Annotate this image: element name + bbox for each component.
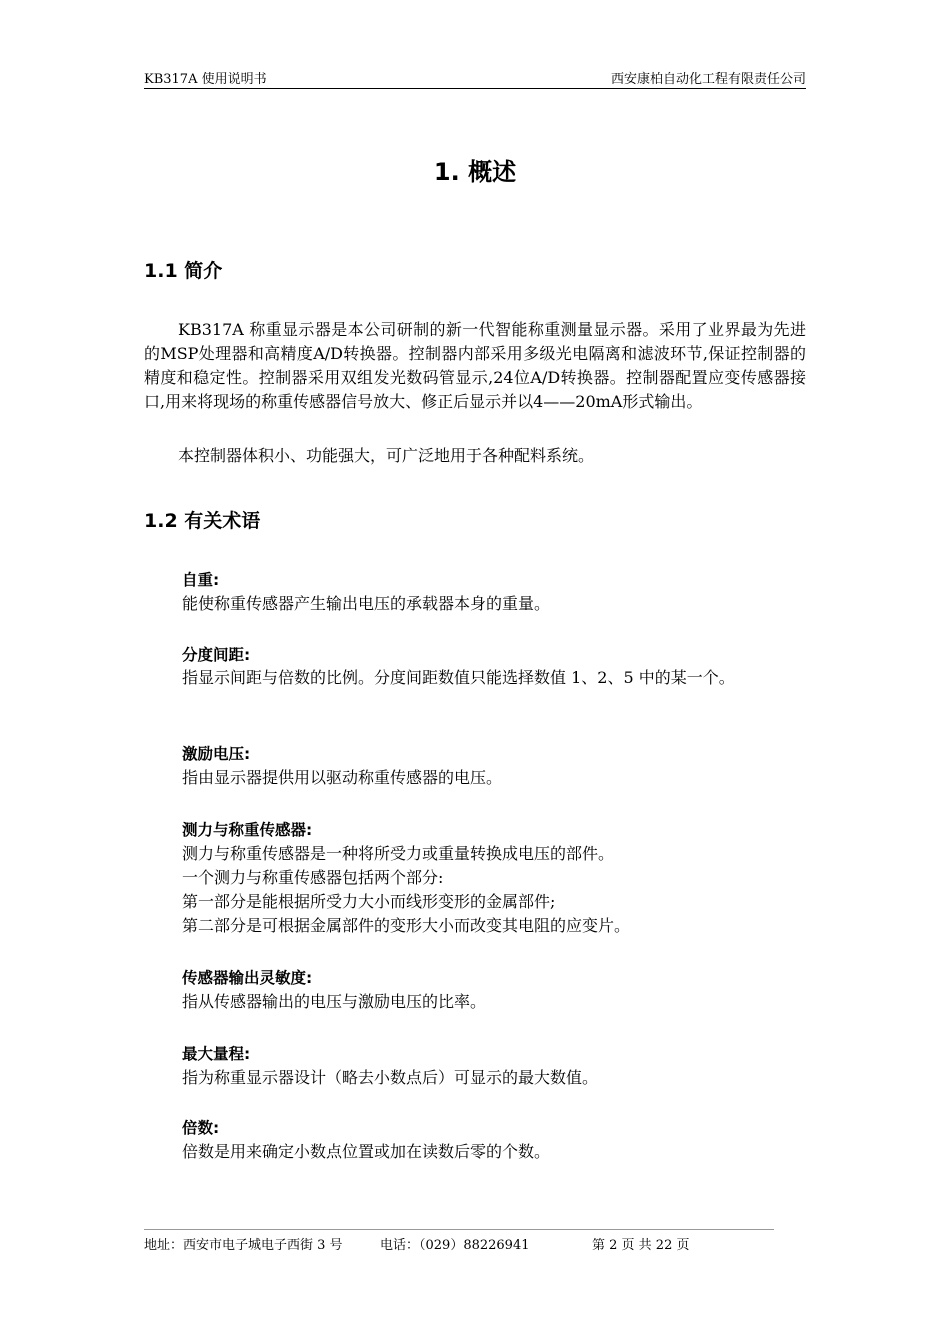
term-definition: 第二部分是可根据金属部件的变形大小而改变其电阻的应变片。: [182, 916, 631, 935]
term-definition: 指为称重显示器设计（略去小数点后）可显示的最大数值。: [182, 1068, 599, 1087]
term-label: 测力与称重传感器:: [182, 821, 313, 839]
term-definition: 一个测力与称重传感器包括两个部分:: [182, 868, 444, 887]
term-label: 最大量程:: [182, 1045, 251, 1063]
term-label: 分度间距:: [182, 646, 251, 664]
page-header: [144, 66, 806, 89]
footer-page-number: 第 2 页 共 22 页: [592, 1238, 690, 1253]
section-heading-terms: 1.2 有关术语: [144, 510, 261, 532]
term-label: 倍数:: [182, 1119, 220, 1137]
term-definition: 指显示间距与倍数的比例。分度间距数值只能选择数值 1、2、5 中的某一个。: [182, 668, 735, 687]
page-footer: [144, 1229, 774, 1253]
intro-paragraph: KB317A 称重显示器是本公司研制的新一代智能称重测量显示器。采用了业界最为先进的MSP处理器和高精度A/D转换器。控制器内部采用多级光电隔离和滤波环节,保证控制器的精度和稳定性。控制器采用双组发光数码管显示,24位A/D转换器。控制器配置应变传感器接口,用来将现场的称重传感器信号放大、修正后显示并以4——20mA形式输出。: [144, 320, 806, 411]
term-definition: 第一部分是能根据所受力大小而线形变形的金属部件;: [182, 892, 556, 911]
header-company: 西安康柏自动化工程有限责任公司: [610, 72, 806, 87]
term-label: 激励电压:: [182, 745, 251, 763]
intro-paragraph-2: 本控制器体积小、功能强大，可广泛地用于各种配料系统。: [178, 446, 595, 465]
term-definition: 倍数是用来确定小数点位置或加在读数后零的个数。: [182, 1142, 551, 1161]
term-definition: 测力与称重传感器是一种将所受力或重量转换成电压的部件。: [182, 844, 615, 863]
page-title: 1. 概述: [433, 158, 517, 186]
term-label: 传感器输出灵敏度:: [182, 969, 313, 987]
section-heading-intro: 1.1 简介: [144, 260, 223, 282]
header-doc-title: KB317A 使用说明书: [144, 72, 267, 87]
term-label: 自重:: [182, 571, 220, 589]
term-definition: 指从传感器输出的电压与激励电压的比率。: [182, 992, 487, 1011]
term-definition: 指由显示器提供用以驱动称重传感器的电压。: [182, 768, 503, 787]
footer-phone: 电话：（029）88226941: [380, 1238, 530, 1253]
term-definition: 能使称重传感器产生输出电压的承载器本身的重量。: [182, 594, 551, 613]
footer-address: 地址：西安市电子城电子西街 3 号: [144, 1238, 343, 1253]
